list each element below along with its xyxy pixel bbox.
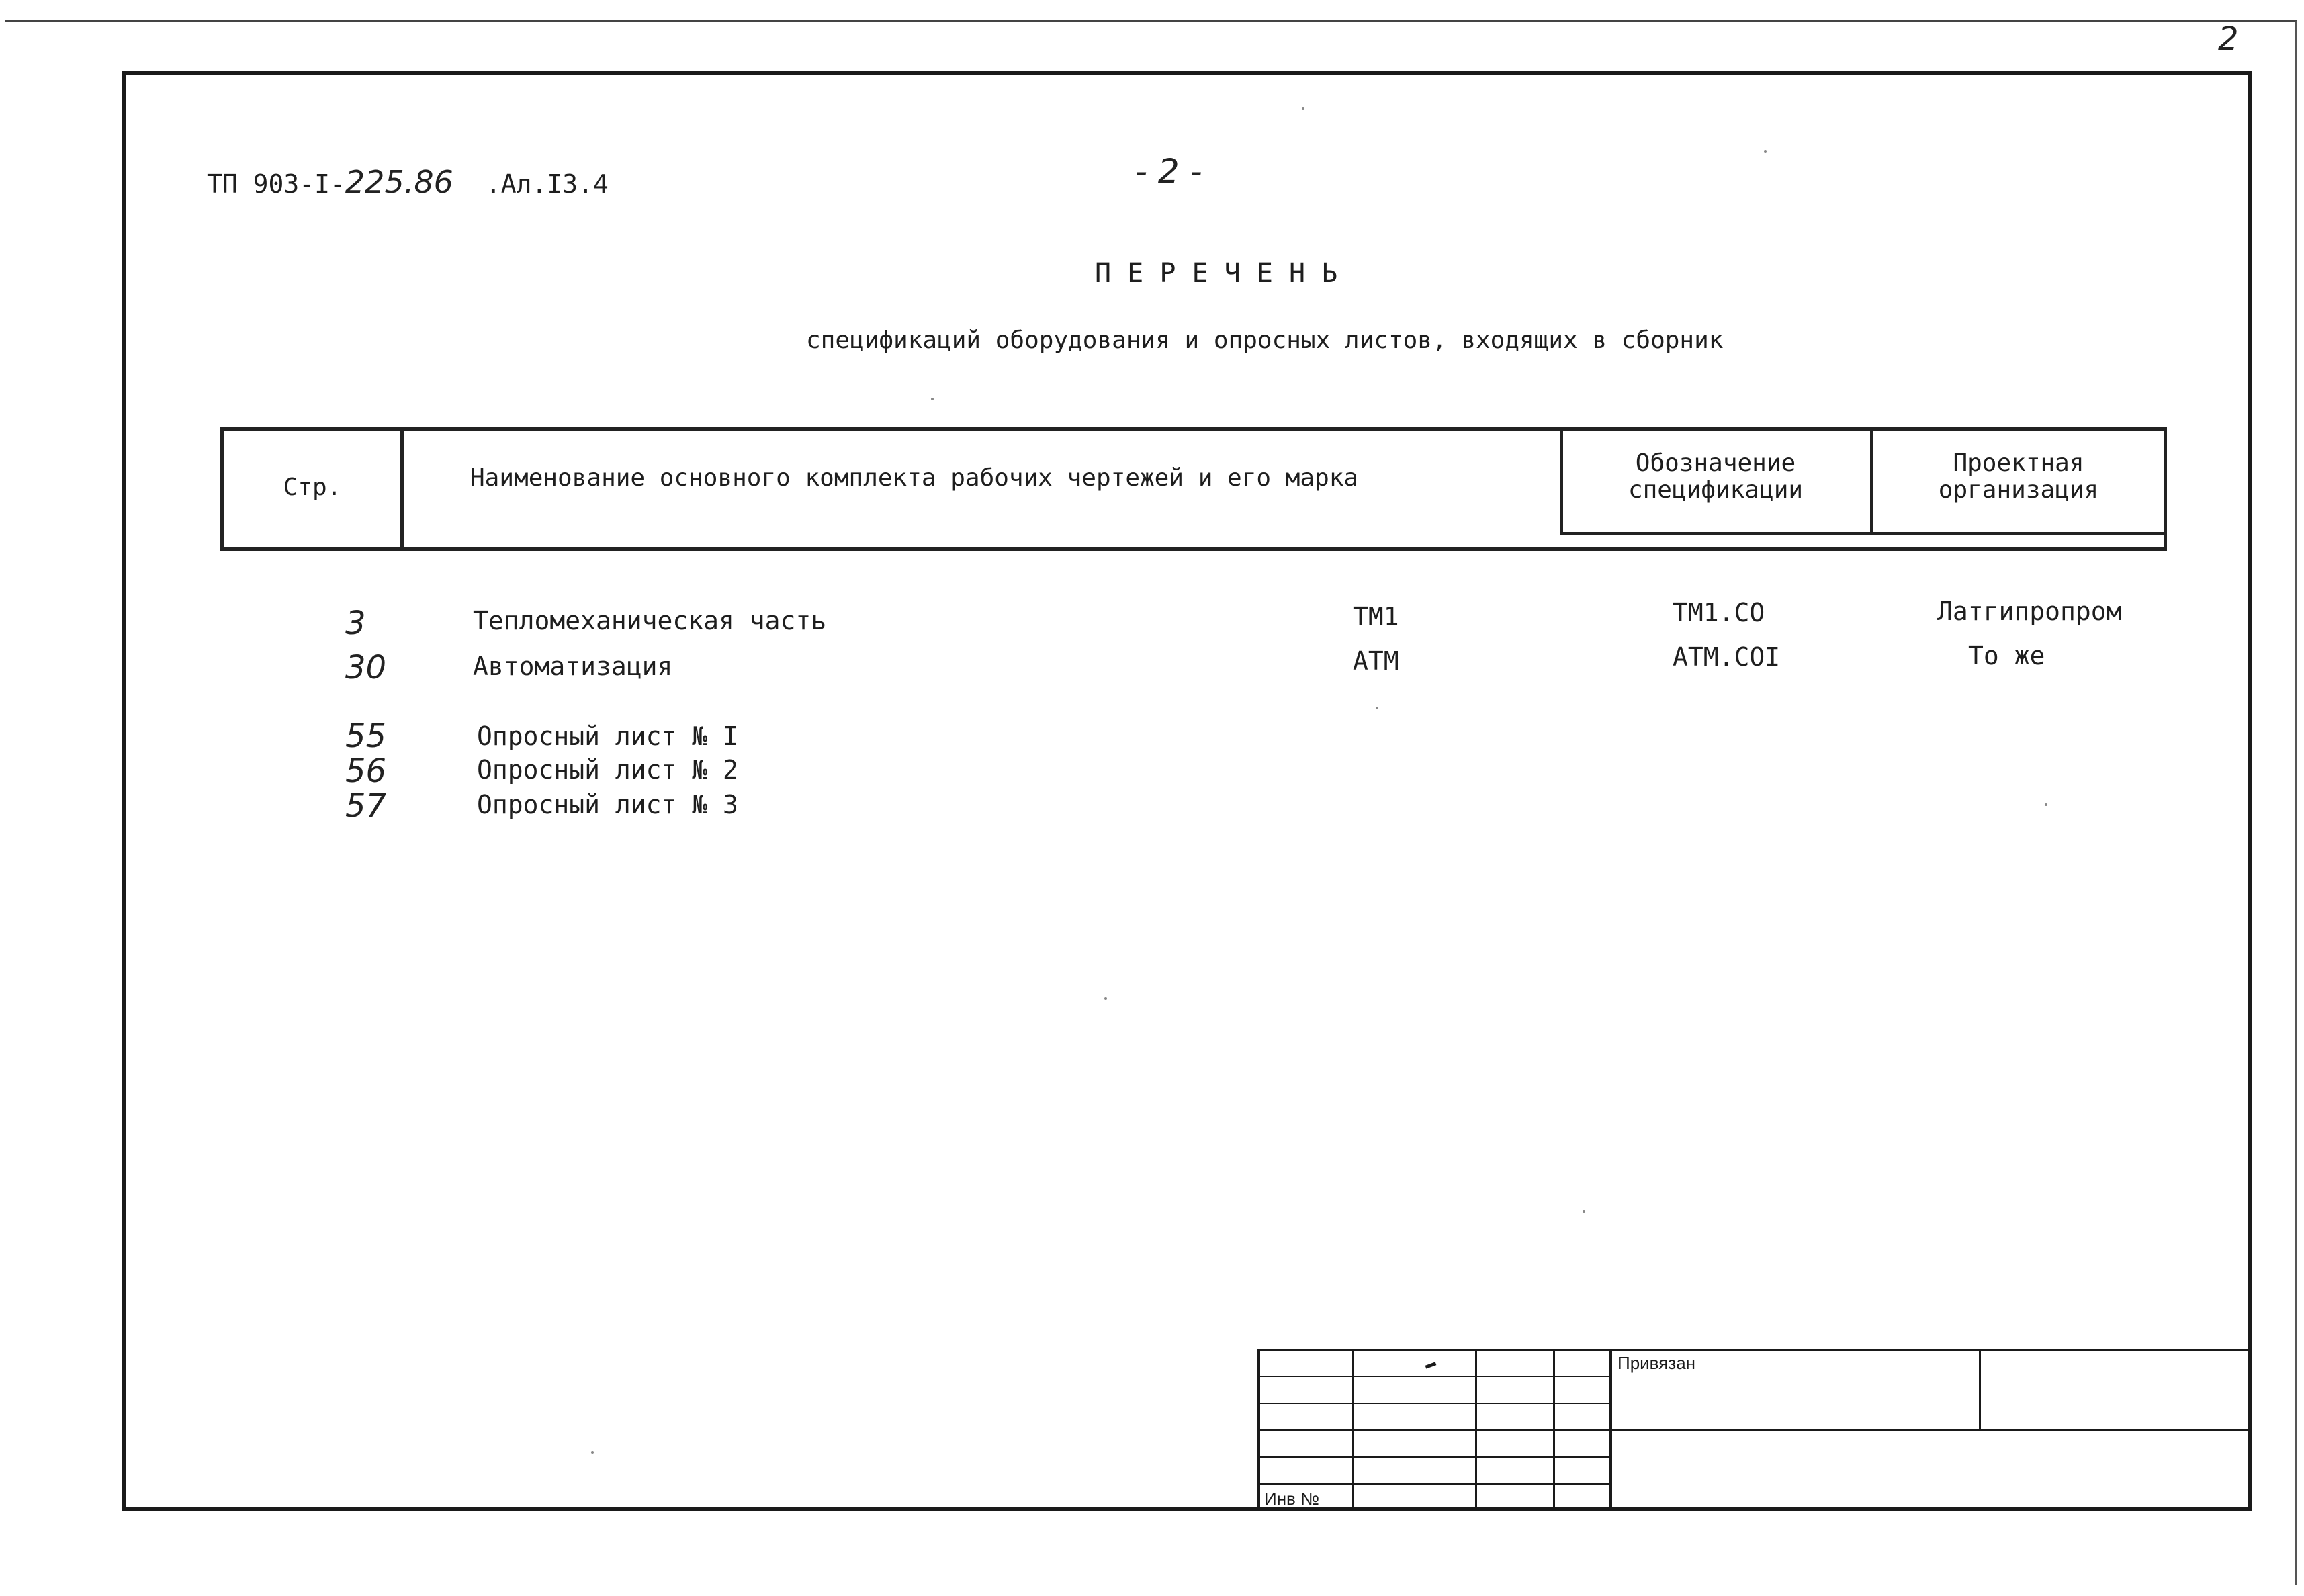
document-title: П Е Р Е Ч Е Н Ь	[1095, 258, 1338, 289]
row-4-name: Опросный лист № 2	[477, 755, 738, 785]
header-designation-line2: спецификации	[1628, 476, 1804, 504]
header-designation-line1: Обозначение	[1635, 449, 1796, 477]
row-3-name: Опросный лист № I	[477, 721, 738, 751]
title-block	[1257, 1349, 2252, 1511]
row-2-name: Автоматизация	[473, 652, 673, 681]
document-code	[207, 164, 609, 200]
header-page-column: Стр.	[283, 474, 342, 501]
stamp-row-line-2	[1257, 1403, 1611, 1404]
scan-speck	[1764, 150, 1767, 153]
header-organization-column	[1874, 450, 2163, 504]
row-1-spec: ТМ1.СО	[1673, 598, 1765, 627]
row-1-page: 3	[345, 605, 366, 642]
row-5-name: Опросный лист № 3	[477, 790, 738, 819]
stamp-inventory-label: Инв №	[1264, 1489, 1319, 1509]
row-1-mark: ТМ1	[1353, 602, 1399, 631]
stamp-row-line-3	[1257, 1429, 2252, 1431]
header-designation-column	[1564, 450, 1867, 504]
stamp-top-line	[1257, 1349, 2252, 1351]
scan-speck	[1583, 1210, 1585, 1213]
document-code-number: 225.86	[345, 164, 453, 200]
scan-speck	[1302, 107, 1304, 110]
table-header-divider-3	[1870, 430, 1873, 535]
row-1-org: Латгипропром	[1937, 596, 2122, 626]
table-header-divider-1	[400, 430, 404, 551]
sheet-number: 2	[2218, 20, 2239, 58]
scan-speck	[2045, 803, 2047, 806]
row-1-name: Тепломеханическая часть	[473, 606, 827, 635]
stamp-row-line-1	[1257, 1376, 1611, 1377]
scan-speck	[931, 398, 934, 400]
scan-speck	[1376, 707, 1378, 709]
table-header-inner-bottom	[1560, 532, 2167, 535]
row-2-mark: АТМ	[1353, 646, 1399, 676]
row-5-page: 57	[345, 787, 387, 825]
header-org-line1: Проектная	[1953, 449, 2084, 477]
stamp-attached-label: Привязан	[1618, 1353, 1696, 1373]
stamp-tick-mark	[1425, 1362, 1437, 1368]
stamp-row-line-5	[1257, 1483, 1611, 1485]
row-4-page: 56	[345, 752, 387, 790]
row-2-page: 30	[345, 649, 387, 686]
page-marker: - 2 -	[1135, 152, 1202, 191]
stamp-col-line-5	[1979, 1349, 1981, 1429]
document-code-suffix: .Ал.I3.4	[485, 169, 609, 199]
header-name-column: Наименование основного комплекта рабочих чертежей и его марка	[470, 464, 1359, 492]
header-org-line2: организация	[1938, 476, 2099, 504]
document-subtitle: спецификаций оборудования и опросных листов, входящих в сборник	[806, 326, 1724, 354]
stamp-row-line-4	[1257, 1456, 1611, 1458]
scan-speck	[1104, 997, 1107, 1000]
table-header-divider-2	[1560, 430, 1563, 535]
document-code-prefix: ТП 903-I-	[207, 169, 345, 199]
row-2-spec: АТМ.COI	[1673, 642, 1781, 672]
row-2-org: То же	[1968, 641, 2045, 670]
row-3-page: 55	[345, 717, 387, 755]
scan-speck	[591, 1451, 594, 1454]
